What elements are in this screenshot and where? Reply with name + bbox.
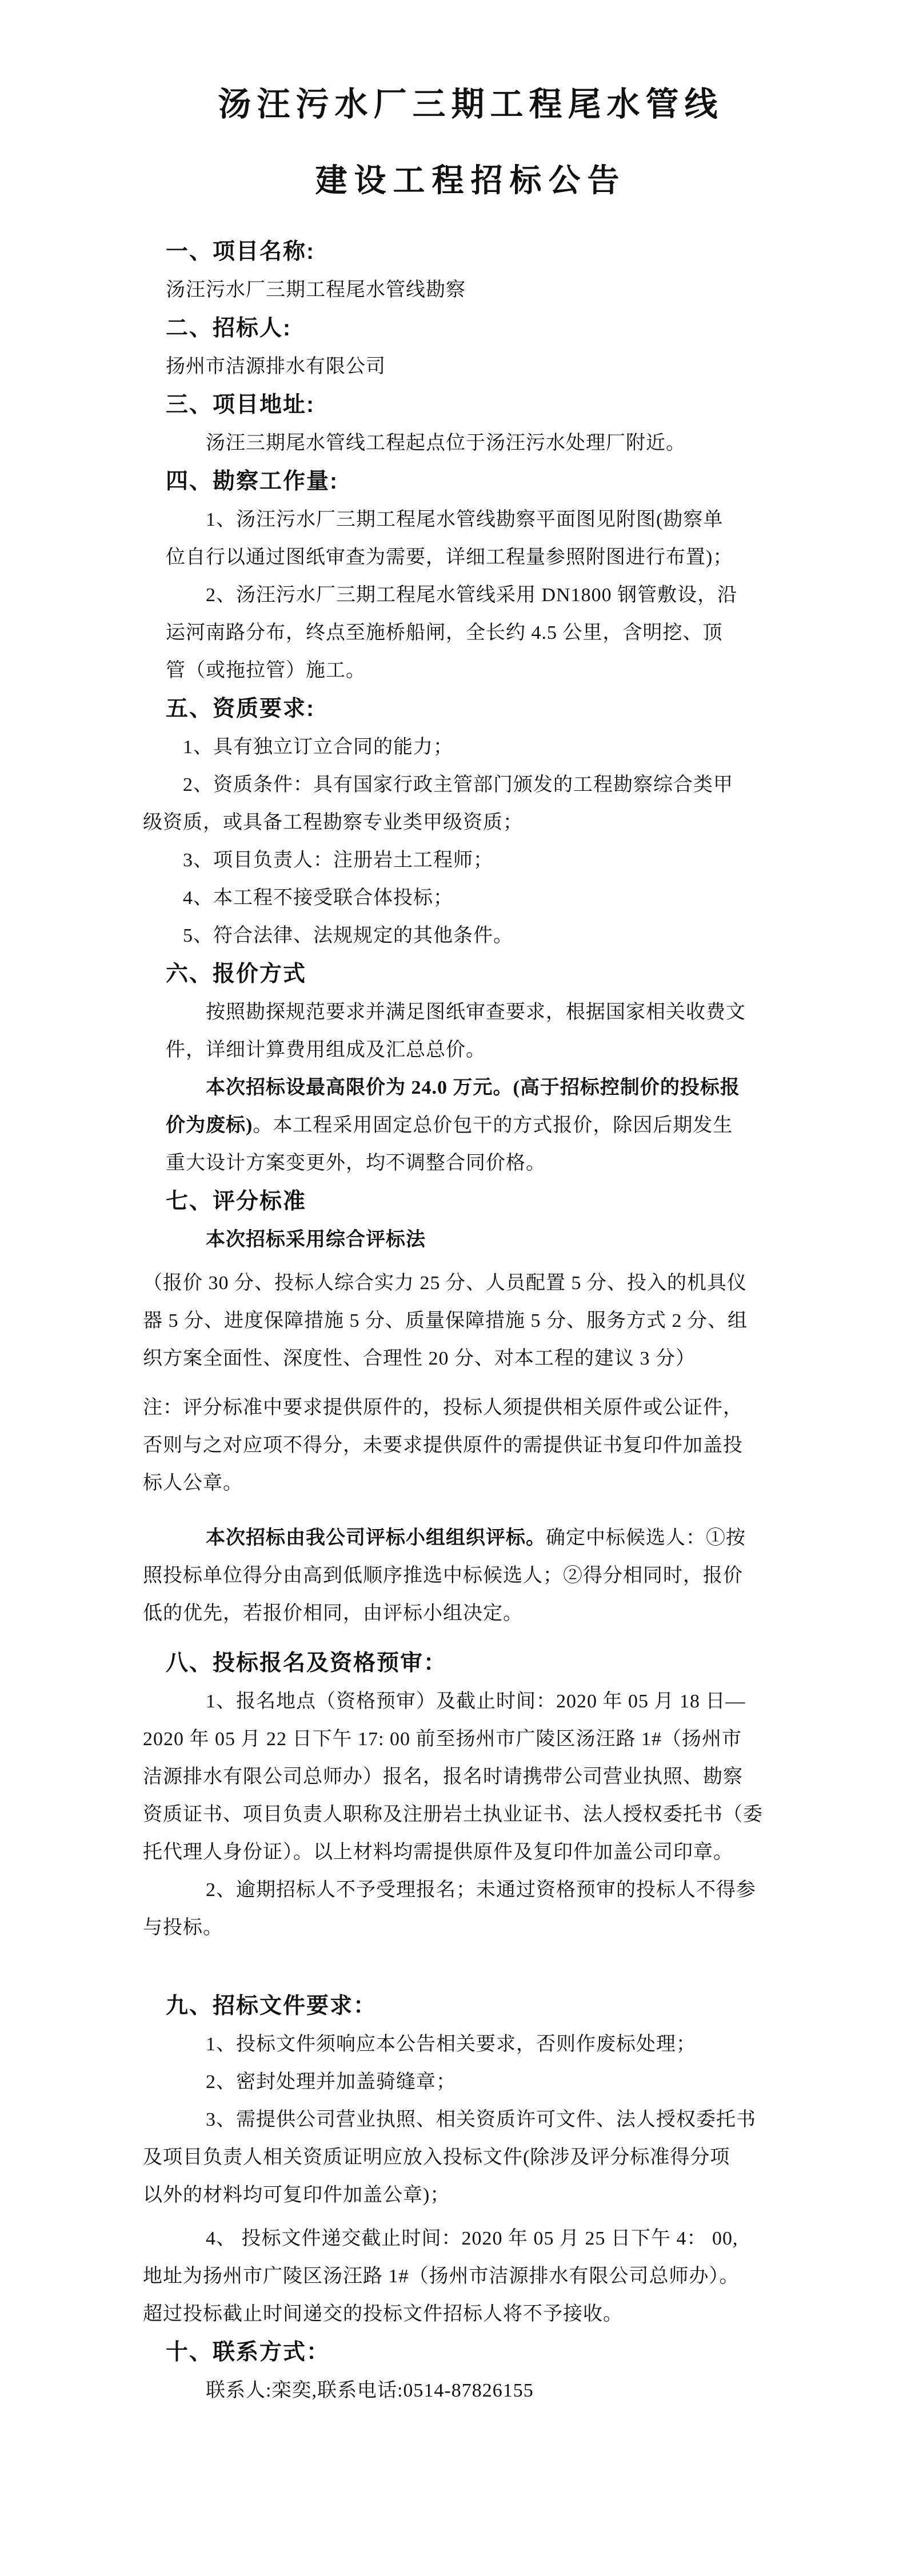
section-5-item5: 5、符合法律、法规规定的其他条件。 [183, 925, 513, 946]
section-8-item1-line3: 洁源排水有限公司总师办）报名，报名时请携带公司营业执照、勘察 [143, 1766, 743, 1787]
section-2-heading: 二、招标人: [166, 315, 291, 341]
section-7-score-line2: 器 5 分、进度保障措施 5 分、质量保障措施 5 分、服务方式 2 分、组 [143, 1310, 748, 1331]
section-9-item2: 2、密封处理并加盖骑缝章； [206, 2071, 456, 2093]
section-7-score-line3: 织方案全面性、深度性、合理性 20 分、对本工程的建议 3 分） [143, 1347, 696, 1369]
section-6-para2-line3: 重大设计方案变更外，均不调整合同价格。 [166, 1152, 546, 1174]
section-7-heading: 七、评分标准 [166, 1189, 307, 1214]
section-4-item2-line3: 管（或拖拉管）施工。 [166, 659, 366, 681]
section-7-note-line2: 否则与之对应项不得分，未要求提供原件的需提供证书复印件加盖投 [143, 1434, 743, 1456]
section-8-item2-line1: 2、逾期招标人不予受理报名；未通过资格预审的投标人不得参 [206, 1879, 756, 1901]
para-regular-segment: 。本工程采用固定总价包干的方式报价，除因后期发生 [253, 1114, 733, 1136]
section-9-item3-line2: 及项目负责人相关资质证明应放入投标文件(除涉及评分标准得分项 [143, 2146, 730, 2168]
section-3-body: 汤汪三期尾水管线工程起点位于汤汪污水处理厂附近。 [206, 432, 686, 454]
section-5-item2-line2: 级资质，或具备工程勘察专业类甲级资质； [143, 811, 523, 833]
eval-bold-segment: 本次招标由我公司评标小组组织评标。 [206, 1527, 546, 1549]
section-5-item2-line1: 2、资质条件：具有国家行政主管部门颁发的工程勘察综合类甲 [183, 774, 733, 795]
section-8-item1-line4: 资质证书、项目负责人职称及注册岩土执业证书、法人授权委托书（委 [143, 1803, 763, 1825]
document-title-line1: 汤汪污水厂三期工程尾水管线 [218, 86, 724, 123]
section-9-item3-line1: 3、需提供公司营业执照、相关资质许可文件、法人授权委托书 [206, 2109, 756, 2130]
section-7-method-line: 本次招标采用综合评标法 [206, 1229, 426, 1250]
section-8-item1-line5: 托代理人身份证）。以上材料均需提供原件及复印件加盖公司印章。 [143, 1841, 733, 1863]
section-9-item4-line1: 4、 投标文件递交截止时间：2020 年 05 月 25 日下午 4： 00, [206, 2227, 738, 2249]
section-6-para1-line1: 按照勘探规范要求并满足图纸审查要求，根据国家相关收费文 [206, 1001, 746, 1023]
section-5-item1: 1、具有独立订立合同的能力； [183, 736, 453, 758]
section-9-item4-line2: 地址为扬州市广陵区汤汪路 1#（扬州市洁源排水有限公司总师办）。 [143, 2265, 740, 2287]
max-price-bold-segment: 价为废标) [166, 1114, 253, 1136]
section-5-heading: 五、资质要求: [166, 696, 315, 721]
section-7-score-line1: （报价 30 分、投标人综合实力 25 分、人员配置 5 分、投入的机具仪 [143, 1272, 747, 1294]
section-7-eval-line3: 低的优先，若报价相同，由评标小组决定。 [143, 1602, 523, 1624]
section-1-body: 汤汪污水厂三期工程尾水管线勘察 [166, 279, 466, 301]
section-6-para2-line1: 本次招标设最高限价为 24.0 万元。(高于招标控制价的投标报 [206, 1077, 740, 1098]
section-9-item3-line3: 以外的材料均可复印件加盖公章)； [143, 2184, 450, 2206]
section-4-heading: 四、勘察工作量: [166, 469, 338, 494]
section-8-heading: 八、投标报名及资格预审： [166, 1650, 447, 1675]
section-6-para1-line2: 件，详细计算费用组成及汇总总价。 [166, 1039, 486, 1061]
section-5-item4: 4、本工程不接受联合体投标； [183, 887, 453, 909]
section-8-item2-line2: 与投标。 [143, 1917, 223, 1938]
section-7-note-line1: 注：评分标准中要求提供原件的，投标人须提供相关原件或公证件， [143, 1397, 743, 1418]
section-9-item1: 1、投标文件须响应本公告相关要求，否则作废标处理； [206, 2033, 696, 2055]
section-3-heading: 三、项目地址: [166, 392, 315, 417]
section-4-item2-line1: 2、汤汪污水厂三期工程尾水管线采用 DN1800 钢管敷设，沿 [206, 584, 738, 606]
section-1-heading: 一、项目名称: [166, 239, 315, 264]
section-4-item2-line2: 运河南路分布，终点至施桥船闸，全长约 4.5 公里，含明挖、顶 [166, 622, 723, 643]
section-2-body: 扬州市洁源排水有限公司 [166, 355, 386, 377]
eval-regular-segment: 确定中标候选人：①按 [546, 1527, 746, 1549]
section-9-item4-line3: 超过投标截止时间递交的投标文件招标人将不予接收。 [143, 2303, 623, 2325]
section-4-item1-line1: 1、汤汪污水厂三期工程尾水管线勘察平面图见附图(勘察单 [206, 509, 724, 530]
section-7-eval-line1 [206, 1519, 798, 1557]
section-8-item1-line2: 2020 年 05 月 22 日下午 17: 00 前至扬州市广陵区汤汪路 1#（扬州市 [143, 1728, 742, 1750]
section-10-heading: 十、联系方式： [166, 2339, 330, 2365]
section-4-item1-line2: 位自行以通过图纸审查为需要，详细工程量参照附图进行布置)； [166, 546, 733, 568]
section-7-note-line3: 标人公章。 [143, 1472, 243, 1494]
section-8-item1-line1: 1、报名地点（资格预审）及截止时间：2020 年 05 月 18 日— [206, 1690, 746, 1712]
document-title-line2: 建设工程招标公告 [315, 162, 626, 198]
section-6-para2-line2 [166, 1107, 798, 1145]
section-7-eval-line2: 照投标单位得分由高到低顺序推选中标候选人；②得分相同时，报价 [143, 1565, 743, 1586]
section-9-heading: 九、招标文件要求： [166, 1993, 377, 2018]
section-6-heading: 六、报价方式 [166, 961, 307, 986]
contact-line: 联系人:栾奕,联系电话:0514-87826155 [206, 2379, 534, 2401]
section-5-item3: 3、项目负责人：注册岩土工程师； [183, 849, 493, 871]
